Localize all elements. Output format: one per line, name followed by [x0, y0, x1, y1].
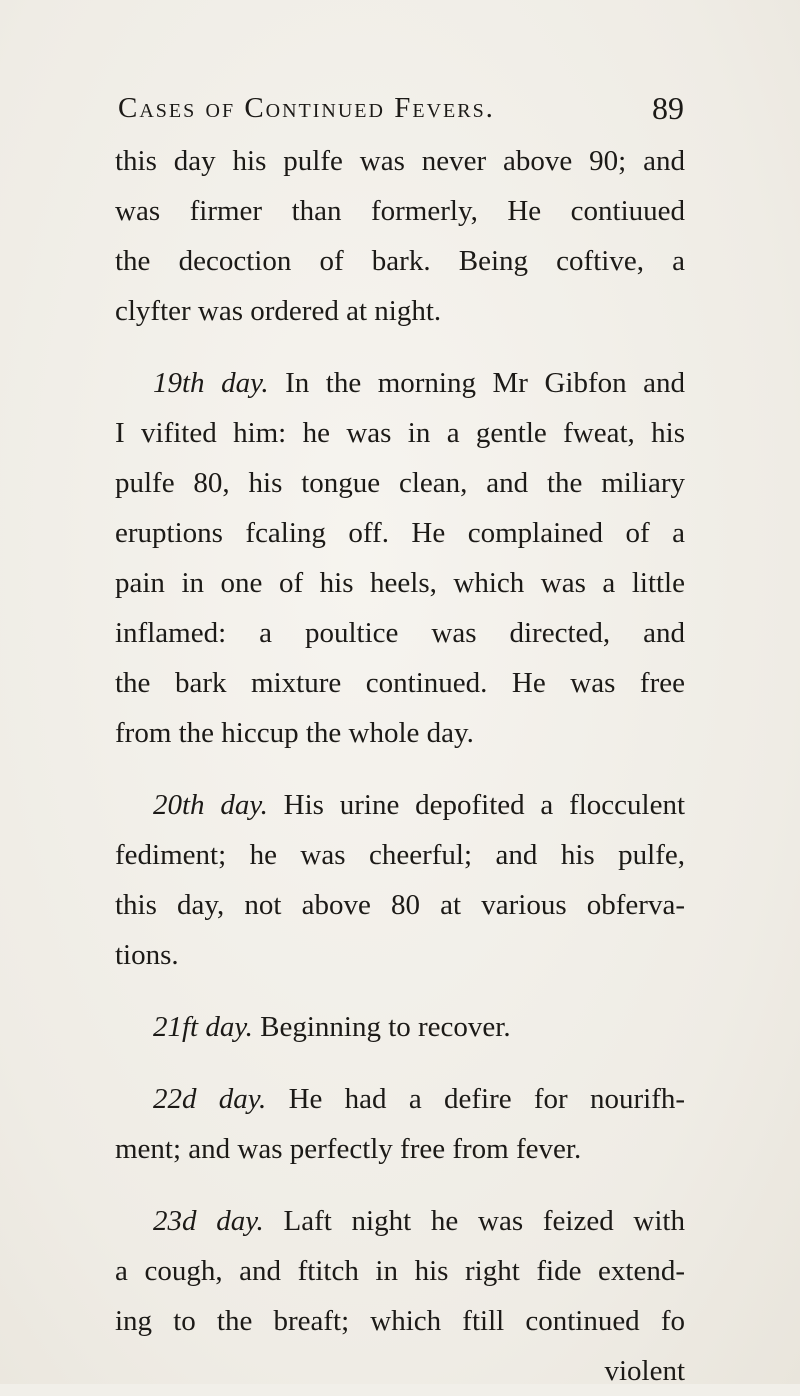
paragraph: [115, 1002, 685, 1052]
paragraph: [115, 1074, 685, 1174]
text-line: inflamed: a poultice was directed, and: [115, 617, 685, 649]
day-label: 22d day.: [153, 1083, 267, 1115]
running-title: Cases of Continued Fevers.: [118, 92, 495, 124]
text-line: 21ft day. Beginning to recover.: [153, 1011, 511, 1043]
text-line: fediment; he was cheerful; and his pulfe,: [115, 839, 685, 871]
page-number: 89: [652, 90, 684, 126]
text-line: a cough, and ftitch in his right fide extend-: [115, 1255, 685, 1287]
text-line: 19th day. In the morning Mr Gibfon and: [153, 367, 685, 399]
text-line: from the hiccup the whole day.: [115, 717, 474, 749]
text-line: eruptions fcaling off. He complained of a: [115, 517, 685, 549]
running-head: [118, 92, 684, 132]
body-text: [115, 136, 685, 1396]
text-line: 20th day. His urine depofited a flocculent: [153, 789, 686, 821]
text-line: pulfe 80, his tongue clean, and the miliary: [115, 467, 685, 499]
text-line: clyfter was ordered at night.: [115, 295, 442, 327]
text-line: this day his pulfe was never above 90; and: [115, 145, 685, 177]
paragraph: [115, 358, 685, 758]
text-line: was firmer than formerly, He contiuued: [115, 195, 685, 227]
text-line: ment; and was perfectly free from fever.: [115, 1133, 582, 1165]
day-label: 19th day.: [153, 367, 269, 399]
day-label: 20th day.: [153, 789, 268, 821]
text-line: this day, not above 80 at various obferva-: [115, 889, 685, 921]
text-line: the decoction of bark. Being coftive, a: [115, 245, 685, 277]
text-line: 22d day. He had a defire for nourifh-: [153, 1083, 686, 1115]
text-line: pain in one of his heels, which was a little: [115, 567, 685, 599]
text-line: 23d day. Laft night he was feized with: [153, 1205, 685, 1237]
day-label: 23d day.: [153, 1205, 264, 1237]
text-line: I vifited him: he was in a gentle fweat, his: [115, 417, 685, 449]
text-line: tions.: [115, 939, 179, 971]
day-label: 21ft day.: [153, 1011, 253, 1043]
paragraph: [115, 1196, 685, 1396]
text-line: ing to the breaft; which ftill continued fo: [115, 1305, 685, 1337]
text-line: the bark mixture continued. He was free: [115, 667, 685, 699]
catchword: violent: [604, 1355, 685, 1387]
paragraph: [115, 780, 685, 980]
paragraph: [115, 136, 685, 336]
